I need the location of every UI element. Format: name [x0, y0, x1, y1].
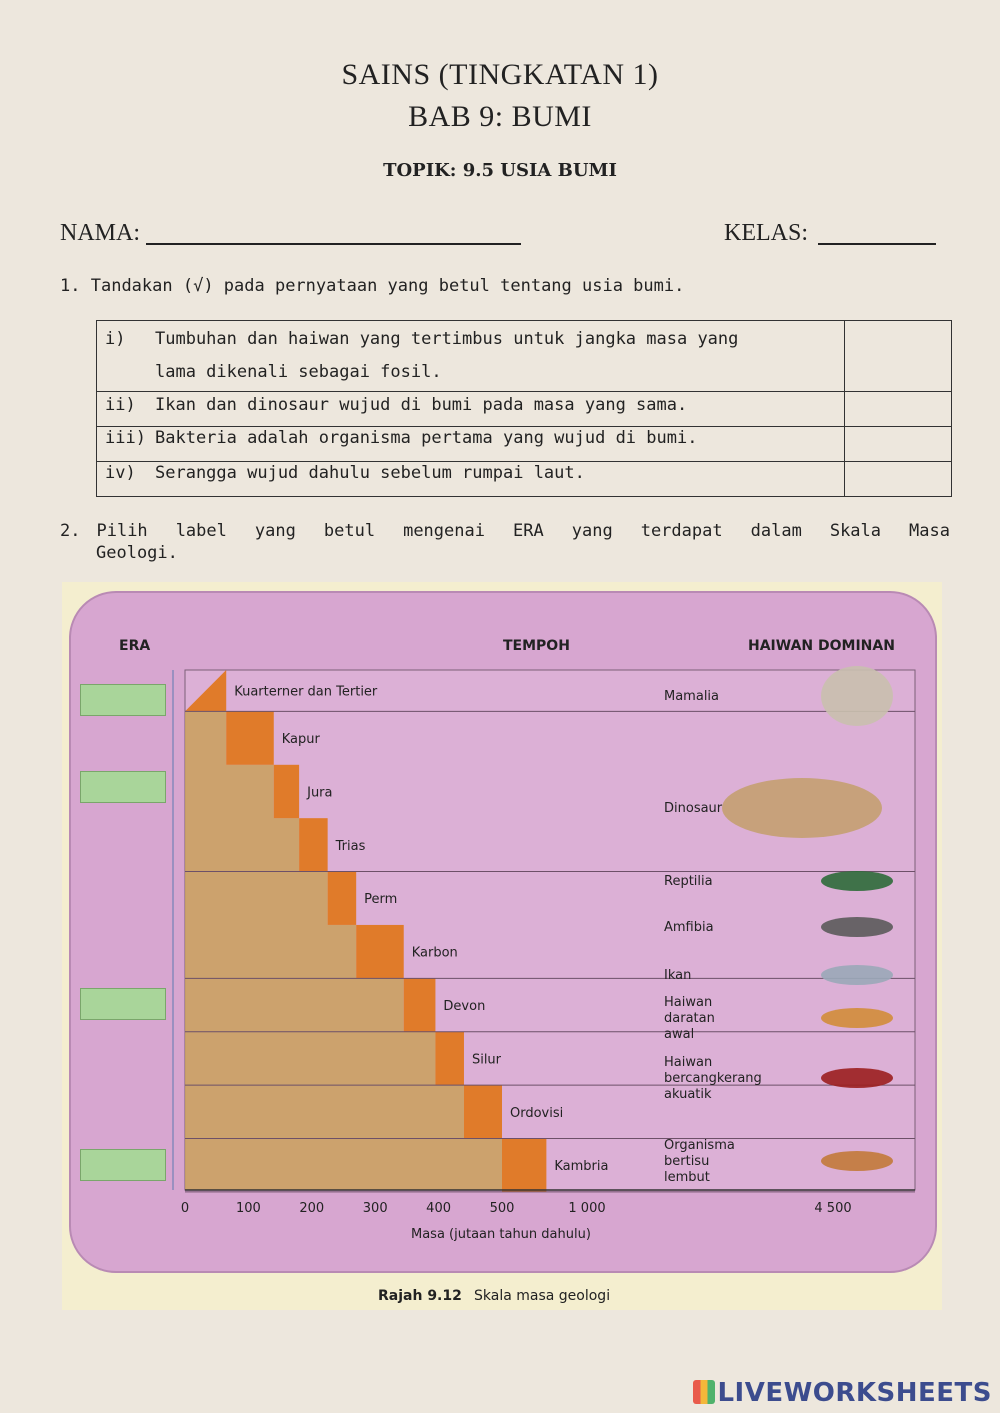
period-label: Trias — [335, 838, 366, 854]
period-label: Kuarterner dan Tertier — [234, 684, 378, 700]
x-tick-label: 4 500 — [814, 1201, 852, 1216]
statement-cell — [97, 392, 845, 427]
x-tick-label: 200 — [299, 1201, 325, 1216]
statement-row — [97, 462, 952, 497]
q1-instruction: Tandakan (√) pada pernyataan yang betul tentang usia bumi. — [90, 276, 685, 296]
animal-label: Haiwan — [664, 1055, 713, 1070]
statement-text: Serangga wujud dahulu sebelum rumpai laut. — [155, 463, 585, 483]
x-tick-label: 1 000 — [568, 1201, 606, 1216]
period-block — [299, 818, 328, 871]
animal-label: lembut — [664, 1170, 710, 1185]
period-label: Kambria — [554, 1159, 609, 1175]
q2-number: 2. — [60, 521, 81, 541]
statement-cell — [97, 321, 845, 392]
period-block — [502, 1138, 546, 1191]
soft-organism-icon — [821, 1151, 893, 1171]
period-block — [226, 711, 274, 764]
statement-cell — [97, 427, 845, 462]
q2-text — [60, 520, 950, 564]
statement-text-line2: lama dikenali sebagai fosil. — [155, 362, 442, 382]
x-tick-label: 300 — [362, 1201, 388, 1216]
period-block — [328, 872, 357, 925]
period-label: Jura — [307, 785, 333, 801]
q2-instruction-line2: Geologi. — [96, 543, 178, 563]
animal-label: Mamalia — [664, 689, 720, 704]
statement-text: Ikan dan dinosaur wujud di bumi pada masa yang sama. — [155, 395, 688, 415]
animal-label: awal — [664, 1027, 695, 1042]
logo-icon — [693, 1380, 715, 1404]
era-header: ERA — [119, 638, 151, 654]
animal-label: Haiwan — [664, 995, 713, 1010]
statement-text: Tumbuhan dan haiwan yang tertimbus untuk jangka masa yang — [155, 329, 739, 349]
q2-instruction-line1: Pilih label yang betul mengenai ERA yang terdapat dalam Skala Masa — [96, 521, 950, 541]
animal-label: daratan — [664, 1011, 715, 1026]
q1-number: 1. — [60, 276, 81, 296]
period-label: Devon — [443, 999, 486, 1015]
animal-label: akuatik — [664, 1087, 712, 1102]
chart-svg — [62, 582, 942, 1310]
reptile-icon — [821, 871, 893, 891]
topic-heading: TOPIK: 9.5 USIA BUMI — [383, 160, 617, 181]
q1-text — [60, 276, 684, 296]
period-block — [404, 978, 436, 1031]
statement-number: iv) — [105, 463, 136, 483]
animal-label: Dinosaur — [664, 801, 723, 816]
statement-cell — [97, 462, 845, 497]
tick-box[interactable] — [845, 392, 952, 427]
period-block — [356, 925, 404, 978]
shell-creature-icon — [821, 1068, 893, 1088]
kelas-input-line[interactable] — [818, 243, 936, 245]
caption-label: Rajah 9.12 — [378, 1288, 462, 1304]
era-dropdown-3[interactable] — [80, 988, 166, 1020]
period-label: Kapur — [281, 732, 320, 748]
period-label: Ordovisi — [510, 1105, 564, 1121]
era-dropdown-1[interactable] — [80, 684, 166, 716]
period-block — [435, 1032, 464, 1085]
geological-chart — [62, 582, 942, 1310]
nama-input-line[interactable] — [146, 243, 521, 245]
statement-text: Bakteria adalah organisma pertama yang wujud di bumi. — [155, 428, 698, 448]
x-tick-label: 0 — [180, 1201, 190, 1216]
statement-number: i) — [105, 329, 126, 349]
tick-box[interactable] — [845, 321, 952, 392]
animal-label: Ikan — [664, 968, 692, 983]
tick-box[interactable] — [845, 462, 952, 497]
animal-label: Reptilia — [664, 874, 713, 889]
era-dropdown-2[interactable] — [80, 771, 166, 803]
worm-icon — [821, 1008, 893, 1028]
period-label: Karbon — [411, 945, 458, 961]
statement-number: ii) — [105, 395, 136, 415]
tick-box[interactable] — [845, 427, 952, 462]
liveworksheets-logo — [693, 1378, 992, 1408]
logo-text: LIVEWORKSHEETS — [717, 1378, 992, 1408]
mammoth-icon — [821, 666, 893, 726]
page-title-line2: BAB 9: BUMI — [408, 100, 592, 133]
period-block — [274, 765, 299, 818]
page-title-line1: SAINS (TINGKATAN 1) — [341, 58, 659, 91]
animal-label: Amfibia — [664, 920, 714, 935]
period-block — [464, 1085, 502, 1138]
statement-row — [97, 427, 952, 462]
x-tick-label: 100 — [235, 1201, 261, 1216]
x-tick-label: 500 — [489, 1201, 515, 1216]
statement-row — [97, 392, 952, 427]
dinosaur-icon — [722, 778, 882, 838]
fish-icon — [821, 965, 893, 985]
x-axis-label: Masa (jutaan tahun dahulu) — [411, 1227, 591, 1242]
caption-title: Skala masa geologi — [474, 1288, 611, 1304]
x-tick-label: 400 — [426, 1201, 452, 1216]
statements-table — [96, 320, 952, 497]
statement-row — [97, 321, 952, 392]
period-label: Silur — [471, 1052, 502, 1068]
amphibian-icon — [821, 917, 893, 937]
nama-label: NAMA: — [60, 220, 141, 246]
era-dropdown-4[interactable] — [80, 1149, 166, 1181]
animal-label: Organisma — [664, 1138, 735, 1153]
tempoh-header: TEMPOH — [503, 638, 570, 654]
haiwan-header: HAIWAN DOMINAN — [748, 638, 895, 654]
kelas-label: KELAS: — [724, 220, 808, 246]
statement-number: iii) — [105, 428, 146, 448]
animal-label: bercangkerang — [664, 1071, 762, 1086]
animal-label: bertisu — [664, 1154, 710, 1169]
period-label: Perm — [364, 892, 398, 908]
